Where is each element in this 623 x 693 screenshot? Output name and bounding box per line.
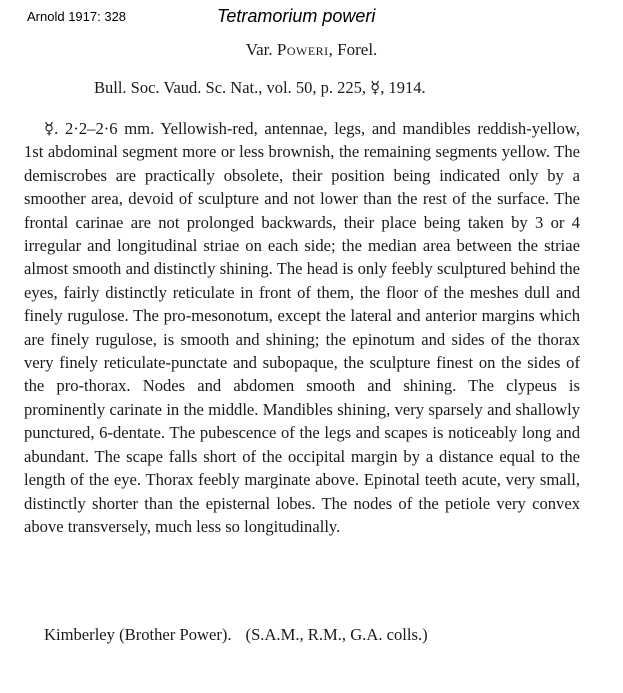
variety-name: Poweri	[276, 40, 329, 59]
variety-prefix: Var.	[245, 40, 273, 59]
variety-line	[0, 40, 623, 60]
description-text: ☿. 2·2–2·6 mm. Yellowish-red, antennae, legs, and mandibles reddish-yellow, 1st abdominal segment more or less brownish, the remaining segments yellow. The demiscrobes are practically obsolete, their position being indicated only by a smoother area, devoid of sculpture and not lower than the rest of the surface. The frontal carinae are not prolonged backwards, their place being taken by 3 or 4 irregular and longitudinal striae on each side; the median area between the striae almost smooth and distinctly shining. The head is only feebly sculptured behind the eyes, fairly distinctly reticulate in front of them, the floor of the meshes dull and finely rugulose. The pro-mesonotum, except the lateral and anterior margins which are finely rugulose, is smooth and shining; the epinotum and sides of the thorax very finely reticulate-punctate and subopaque, the sculpture finest on the sides of the pro-thorax. Nodes and abdomen smooth and shining. The clypeus is prominently carinate in the middle. Mandibles shining, very sparsely and shallowly punctured, 6-dentate. The pubescence of the legs and scapes is noticeably long and abundant. The scape falls short of the occipital margin by a distance equal to the length of the eye. Thorax feebly marginate above. Epinotal teeth acute, very small, distinctly shorter than the episternal lobes. The nodes of the petiole very convex above transversely, much less so longitudinally.	[24, 119, 580, 536]
species-title: Tetramorium poweri	[217, 6, 376, 26]
description-paragraph	[24, 117, 580, 538]
locality-place: Kimberley (Brother Power).	[44, 625, 232, 644]
variety-author: , Forel.	[328, 40, 378, 59]
locality-line	[44, 625, 428, 645]
reference-label: Arnold 1917: 328	[27, 9, 127, 24]
locality-collections: (S.A.M., R.M., G.A. colls.)	[245, 625, 428, 644]
citation: Bull. Soc. Vaud. Sc. Nat., vol. 50, p. 225, ☿, 1914.	[94, 78, 426, 97]
